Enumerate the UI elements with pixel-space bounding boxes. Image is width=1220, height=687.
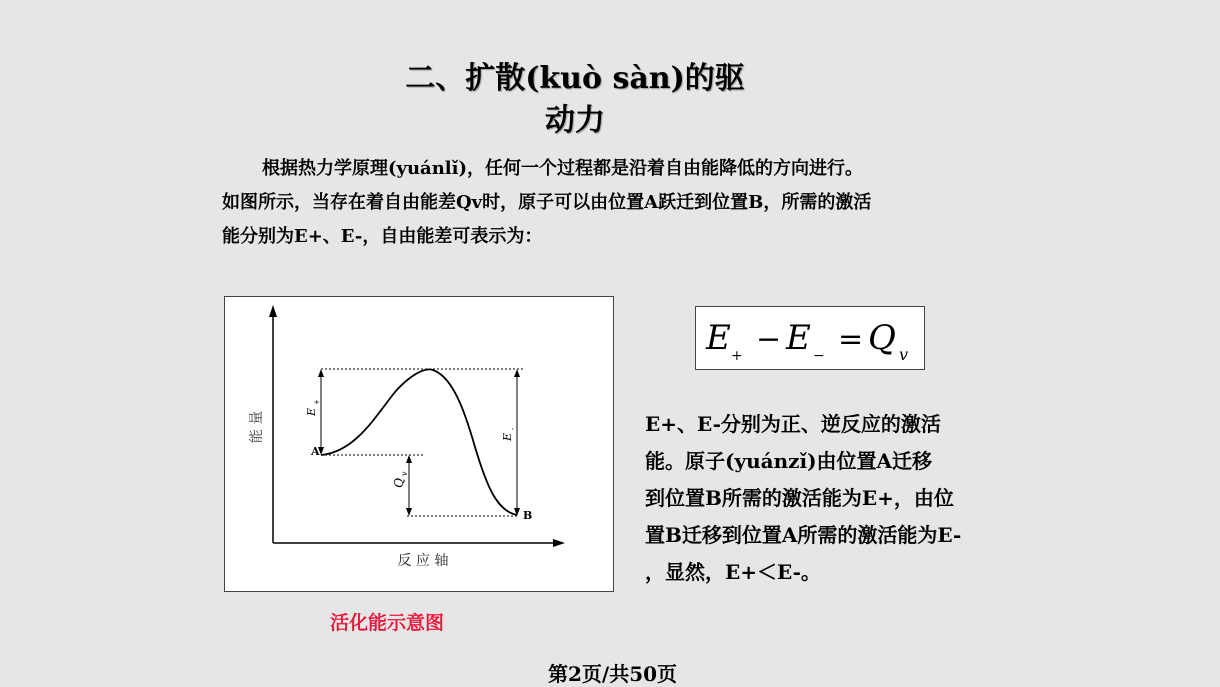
explanation-line-3: 到位置B所需的激活能为E+，由位 [645,486,954,510]
formula-e-plus: E [706,318,731,358]
formula-q: Q [868,318,896,358]
page-number: 第2页/共50页 [548,662,678,686]
qv-label [392,471,409,488]
diagram-svg [225,297,613,591]
explanation-line-1: E+、E-分别为正、逆反应的激活 [645,412,941,436]
e-plus-sub: + [313,399,321,405]
formula-equals: = [838,322,864,357]
activation-energy-diagram [224,296,614,592]
explanation-text [645,406,1035,591]
e-plus-letter: E [305,407,318,417]
y-axis-arrow [269,305,277,317]
formula-minus-sub: − [813,348,825,364]
formula-box [695,306,925,370]
formula-svg [696,307,924,369]
y-axis-label: 能 量 [249,410,265,444]
title-line-1: 二、扩散(kuò sàn)的驱 [405,61,745,96]
x-axis-arrow [553,539,565,547]
qv-letter: Q [392,478,406,488]
figure-caption: 活化能示意图 [330,612,445,634]
intro-line-2: 如图所示，当存在着自由能差Qv时，原子可以由位置A跃迁到位置B，所需的激活 [222,192,872,213]
energy-curve [321,369,517,515]
qv-sub: v [400,471,409,476]
formula-v-sub: v [899,345,909,364]
title-line-2: 动力 [545,103,605,138]
formula-minus: − [756,322,782,357]
e-plus-label [305,399,321,417]
point-b-label: B [523,509,533,522]
formula-e-minus: E [786,318,811,358]
explanation-line-4: 置B迁移到位置A所需的激活能为E- [645,523,962,547]
qv-arrowhead-bottom [406,508,412,516]
intro-line-3: 能分别为E+、E-，自由能差可表示为： [222,226,543,247]
intro-line-1: 根据热力学原理(yuánlǐ)，任何一个过程都是沿着自由能降低的方向进行。 [262,158,864,179]
explanation-line-5: ，显然，E+＜E-。 [645,560,821,584]
qv-arrowhead-top [406,455,412,463]
intro-paragraph [222,152,1012,254]
e-minus-arrowhead-top [514,369,520,377]
explanation-line-2: 能。原子(yuánzǐ)由位置A迁移 [645,449,933,473]
x-axis-label: 反 应 轴 [397,553,449,569]
point-a-label: A [311,445,320,458]
e-plus-arrowhead-top [318,369,324,377]
e-minus-sub: - [509,427,517,430]
e-minus-label [501,427,517,442]
slide-title [360,58,790,142]
formula-plus-sub: + [731,348,743,364]
e-minus-letter: E [501,432,514,442]
